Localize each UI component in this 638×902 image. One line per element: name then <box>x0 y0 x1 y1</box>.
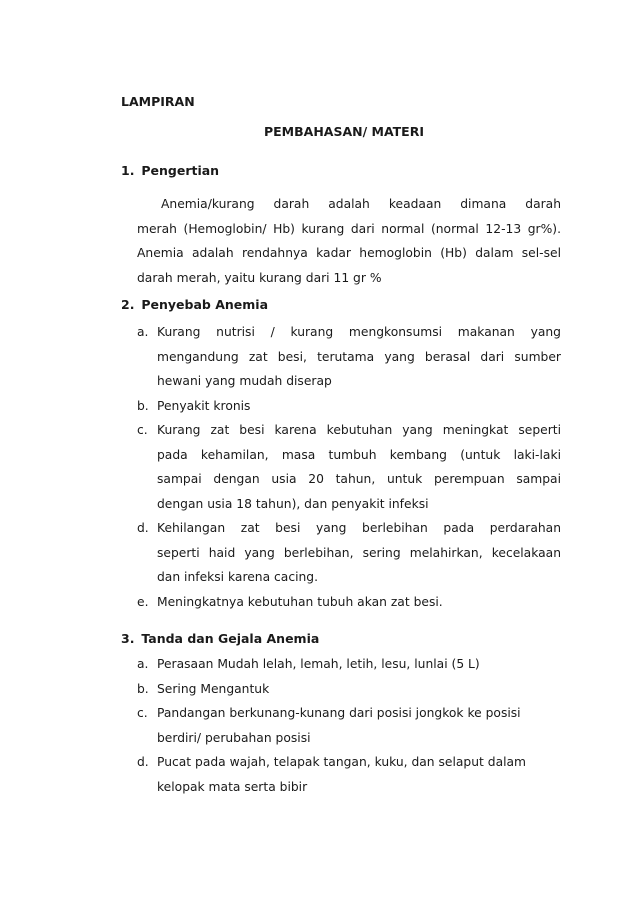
list-item <box>137 320 561 394</box>
section-heading-pengertian <box>121 163 219 178</box>
section-number: 3. <box>121 631 135 646</box>
list-item-line: Kehilangan zat besi yang berlebihan pada perdarahan <box>157 521 561 535</box>
section-heading-tanda-gejala <box>121 631 319 646</box>
list-item-line: Kurang zat besi karena kebutuhan yang meningkat seperti <box>157 423 561 437</box>
list-marker: d. <box>137 755 149 769</box>
section-number: 1. <box>121 163 135 178</box>
list-item <box>137 394 561 419</box>
paragraph-line: darah merah, yaitu kurang dari 11 gr % <box>137 270 382 285</box>
list-item-line: sampai dengan usia 20 tahun, untuk perempuan sampai <box>157 472 561 486</box>
list-marker: a. <box>137 325 149 339</box>
list-item-line: Kurang nutrisi / kurang mengkonsumsi makanan yang <box>157 325 561 339</box>
list-item-line: mengandung zat besi, terutama yang berasal dari sumber <box>157 349 561 364</box>
list-item-line: Pucat pada wajah, telapak tangan, kuku, dan selaput dalam <box>157 755 527 769</box>
lampiran-label: LAMPIRAN <box>121 94 195 109</box>
list-marker: b. <box>137 681 149 696</box>
section-title: Pengertian <box>141 163 220 178</box>
paragraph-line: merah (Hemoglobin/ Hb) kurang dari normal (normal 12-13 gr%). <box>137 221 561 236</box>
section-number: 2. <box>121 297 135 312</box>
list-item-line: dan infeksi karena cacing. <box>157 570 319 584</box>
list-item <box>137 516 561 590</box>
list-item-line: dengan usia 18 tahun), dan penyakit infeksi <box>157 496 429 511</box>
list-marker: c. <box>137 423 148 437</box>
list-item <box>137 701 561 750</box>
tanda-gejala-list <box>137 652 561 799</box>
pengertian-paragraph <box>137 192 561 290</box>
list-item <box>137 677 561 702</box>
list-item-line: Penyakit kronis <box>157 398 251 413</box>
penyebab-list <box>137 320 561 614</box>
page-title: PEMBAHASAN/ MATERI <box>263 124 425 139</box>
section-heading-penyebab <box>121 297 268 312</box>
list-item <box>137 750 561 799</box>
section-title: Tanda dan Gejala Anemia <box>141 631 320 646</box>
list-item <box>137 418 561 516</box>
list-item-line: Sering Mengantuk <box>157 681 270 696</box>
paragraph-line: Anemia/kurang darah adalah keadaan dimana darah <box>161 197 561 211</box>
list-item-line: kelopak mata serta bibir <box>157 779 308 794</box>
list-item <box>137 652 561 677</box>
list-item-line: Perasaan Mudah lelah, lemah, letih, lesu, lunlai (5 L) <box>157 657 480 671</box>
section-title: Penyebab Anemia <box>141 297 269 312</box>
list-marker: d. <box>137 521 149 535</box>
list-item-line: berdiri/ perubahan posisi <box>157 730 311 745</box>
list-item-line: Pandangan berkunang-kunang dari posisi jongkok ke posisi <box>157 706 521 720</box>
list-marker: e. <box>137 594 149 609</box>
list-item-line: seperti haid yang berlebihan, sering melahirkan, kecelakaan <box>157 545 561 560</box>
list-item <box>137 590 561 615</box>
list-item-line: pada kehamilan, masa tumbuh kembang (untuk laki-laki <box>157 447 561 462</box>
list-marker: c. <box>137 706 148 720</box>
list-item-line: hewani yang mudah diserap <box>157 374 332 388</box>
paragraph-line: Anemia adalah rendahnya kadar hemoglobin (Hb) dalam sel-sel <box>137 246 561 260</box>
list-marker: b. <box>137 398 149 413</box>
list-item-line: Meningkatnya kebutuhan tubuh akan zat besi. <box>157 594 443 609</box>
list-marker: a. <box>137 657 149 671</box>
